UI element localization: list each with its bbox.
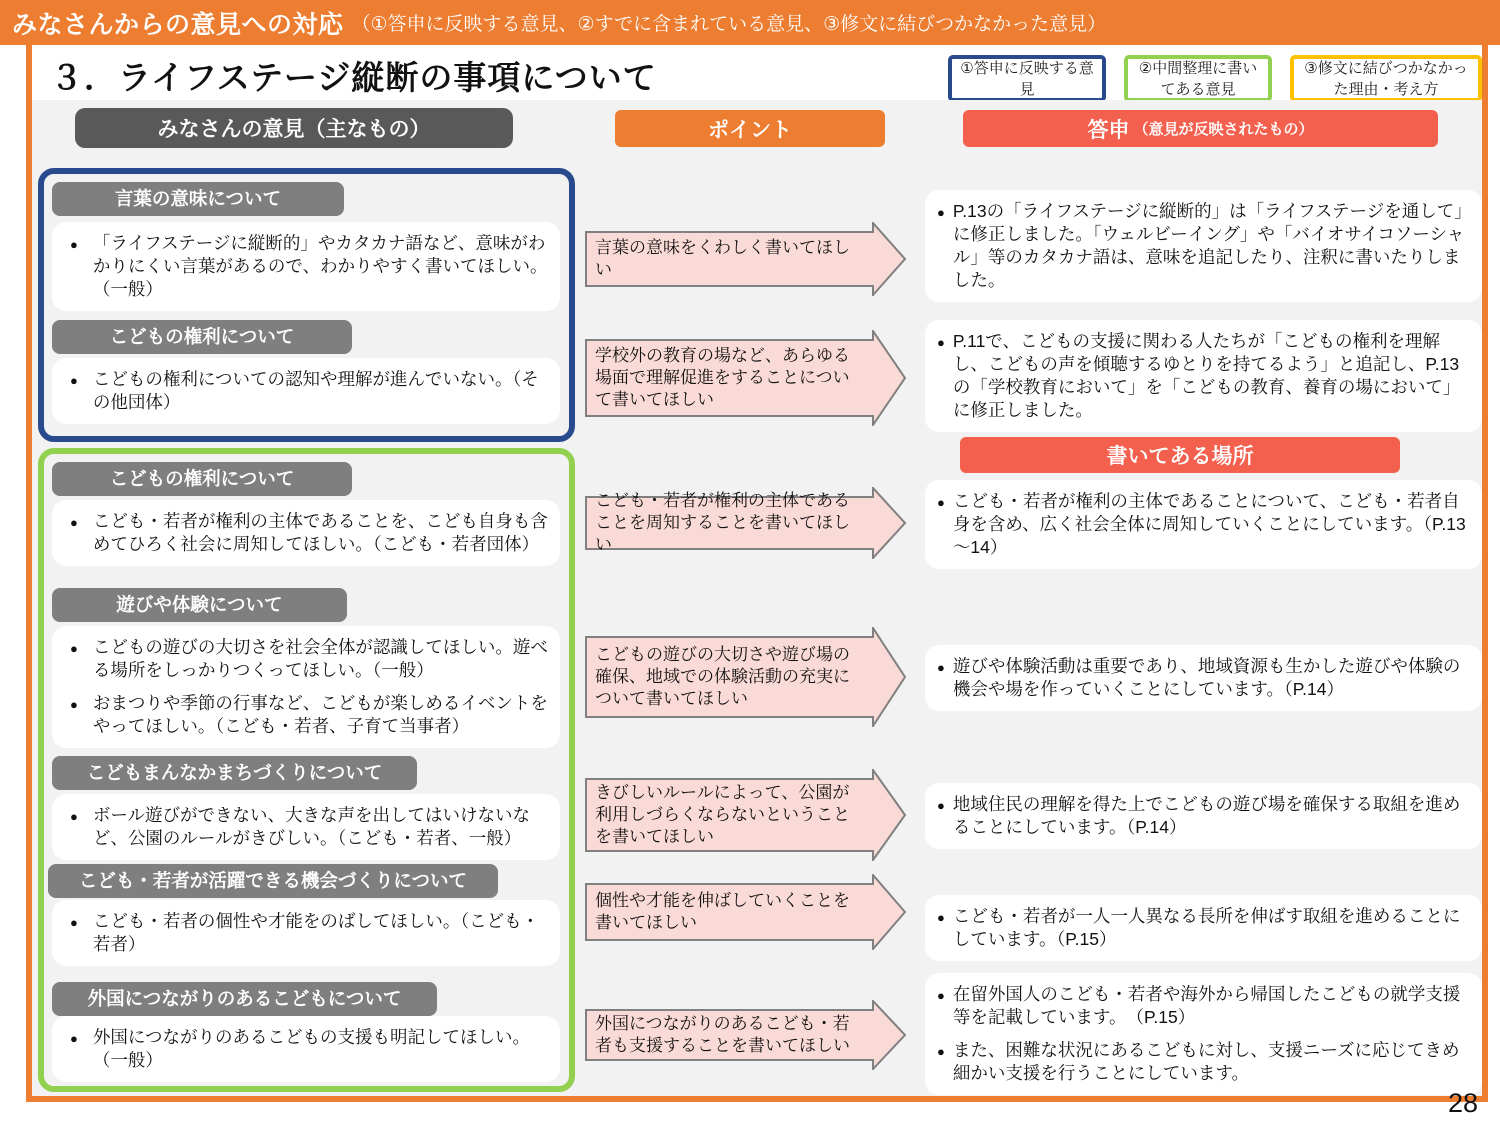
header-title: みなさんからの意見への対応	[12, 10, 344, 39]
opinion-box	[52, 794, 560, 860]
section-header: こどもの権利について	[52, 320, 352, 354]
answer-box	[925, 645, 1482, 711]
section-header: 外国につながりのあるこどもについて	[52, 982, 437, 1016]
point-arrow	[585, 1000, 907, 1070]
answer-header-note: （意見が反映されたもの）	[1133, 121, 1314, 138]
page-number: 28	[1448, 1088, 1479, 1118]
bullet-icon: ●	[937, 205, 945, 220]
point-text: 言葉の意味をくわしく書いてほしい	[595, 237, 850, 279]
legend-box-included	[1124, 55, 1272, 102]
bullet-icon: ●	[70, 515, 78, 530]
point-text: きびしいルールによって、公園が利用しづらくならないということを書いてほしい	[595, 782, 850, 847]
point-arrow	[585, 487, 907, 559]
bullet-icon: ●	[937, 798, 945, 813]
list-item	[937, 983, 1470, 1029]
section-header: こども・若者が活躍できる機会づくりについて	[48, 864, 498, 898]
section-header: こどもの権利について	[52, 462, 352, 496]
legend-label-reflected: ①答申に反映する意見	[960, 59, 1094, 98]
list-item	[70, 368, 548, 414]
opinion-box	[52, 222, 560, 311]
opinion-box	[52, 500, 560, 566]
bullet-icon: ●	[70, 641, 78, 656]
column-header-opinions: みなさんの意見（主なもの）	[75, 108, 513, 148]
answer-text: P.11で、こどもの支援に関わる人たちが「こどもの権利を理解し、こどもの声を傾聴するゆとりを持てるよう」と追記し、P.13の「学校教育において」を「こどもの教育、養育の場において」に修正しました。	[952, 331, 1461, 421]
list-item	[937, 655, 1470, 701]
answer-header-label: 答申	[1087, 118, 1130, 142]
point-arrow	[585, 222, 907, 296]
opinion-box	[52, 626, 560, 748]
answer-text: 遊びや体験活動は重要であり、地域資源も生かした遊びや体験の機会や場を作っていくことにしています。（P.14）	[952, 656, 1461, 700]
answer-box	[925, 973, 1482, 1095]
answer-box	[925, 480, 1482, 569]
opinion-text: こどもの権利についての認知や理解が進んでいない。（その他団体）	[92, 369, 539, 413]
bullet-icon: ●	[937, 495, 945, 510]
answer-text: 在留外国人のこども・若者や海外から帰国したこどもの就学支援等を記載しています。 （P.15）	[952, 984, 1461, 1028]
bullet-icon: ●	[70, 809, 78, 824]
point-arrow	[585, 769, 907, 861]
list-item	[937, 793, 1470, 839]
point-arrow	[585, 627, 907, 727]
answer-text: また、困難な状況にあるこどもに対し、支援ニーズに応じてきめ細かい支援を行うことにしています。	[952, 1040, 1460, 1084]
list-item	[70, 804, 548, 850]
answer-text: こども・若者が一人一人異なる長所を伸ばす取組を進めることにしています。（P.15）	[952, 906, 1461, 950]
opinion-text: こども・若者の個性や才能をのばしてほしい。（こども・若者）	[92, 911, 540, 955]
list-item	[70, 692, 548, 738]
frame-right	[1482, 45, 1488, 1102]
page-title: ３．ライフステージ縦断の事項について	[50, 59, 657, 96]
opinion-group-reflected	[38, 168, 575, 442]
opinion-text: こども・若者が権利の主体であることを、こども自身も含めてひろく社会に周知してほしい。（こども・若者団体）	[92, 511, 548, 555]
list-item	[70, 910, 548, 956]
bullet-icon: ●	[937, 1044, 945, 1060]
answer-box	[925, 895, 1482, 961]
bullet-icon: ●	[70, 373, 78, 388]
frame-bottom	[26, 1096, 1488, 1102]
header-subtitle: （①答申に反映する意見、②すでに含まれている意見、③修文に結びつかなかった意見）	[351, 14, 1107, 35]
point-text: 個性や才能を伸ばしていくことを書いてほしい	[595, 890, 850, 932]
column-header-points: ポイント	[615, 110, 885, 147]
bullet-icon: ●	[70, 697, 78, 713]
point-text: こどもの遊びの大切さや遊び場の確保、地域での体験活動の充実について書いてほしい	[595, 644, 850, 709]
bullet-icon: ●	[70, 915, 78, 930]
opinion-box	[52, 900, 560, 966]
answer-box	[925, 320, 1482, 432]
opinion-group-included	[38, 448, 575, 1092]
point-text: 学校外の教育の場など、あらゆる場面で理解促進をすることについて書いてほしい	[595, 345, 850, 410]
opinion-box	[52, 358, 560, 424]
answer-text: 地域住民の理解を得た上でこどもの遊び場を確保する取組を進めることにしています。（P.14）	[952, 794, 1461, 838]
list-item	[70, 510, 548, 556]
bullet-icon: ●	[70, 237, 78, 252]
point-text: こども・若者が権利の主体であることを周知することを書いてほしい	[595, 490, 850, 555]
opinion-text: 「ライフステージに縦断的」やカタカナ語など、意味がわかりにくい言葉があるので、わかりやすく書いてほしい。（一般）	[92, 233, 548, 300]
list-item	[937, 330, 1470, 422]
point-text: 外国につながりのあるこども・若者も支援することを書いてほしい	[595, 1013, 850, 1055]
list-item	[937, 490, 1470, 559]
opinion-text: こどもの遊びの大切さを社会全体が認識してほしい。遊べる場所をしっかりつくってほしい。（一般）	[92, 637, 548, 681]
list-item	[70, 232, 548, 301]
list-item	[70, 636, 548, 682]
legend-label-not-adopted: ③修文に結びつかなかった理由・考え方	[1304, 59, 1468, 98]
header-bar	[0, 0, 1500, 45]
legend-label-included: ②中間整理に書いてある意見	[1138, 59, 1258, 98]
bullet-icon: ●	[70, 1031, 78, 1046]
answer-text: こども・若者が権利の主体であることについて、こども・若者自身を含め、広く社会全体に周知していくことにしています。（P.13～14）	[952, 491, 1466, 558]
point-arrow	[585, 874, 907, 950]
legend-box-not-adopted	[1290, 55, 1482, 102]
opinion-text: おまつりや季節の行事など、こどもが楽しめるイベントをやってほしい。（こども・若者、子育て当事者）	[92, 693, 548, 737]
section-header: 遊びや体験について	[52, 588, 347, 622]
column-header-place: 書いてある場所	[960, 437, 1400, 473]
point-arrow	[585, 330, 907, 426]
opinion-text: ボール遊びができない、大きな声を出してはいけないなど、公園のルールがきびしい。（こども・若者、一般）	[92, 805, 531, 849]
bullet-icon: ●	[937, 335, 945, 350]
list-item	[937, 1039, 1470, 1085]
section-header: 言葉の意味について	[52, 182, 344, 216]
legend-box-reflected	[948, 55, 1106, 102]
column-header-answer	[963, 110, 1438, 147]
bullet-icon: ●	[937, 988, 945, 1003]
answer-box	[925, 783, 1482, 849]
bullet-icon: ●	[937, 660, 945, 675]
opinion-text: 外国につながりのあるこどもの支援も明記してほしい。（一般）	[92, 1027, 531, 1071]
opinion-box	[52, 1016, 560, 1082]
list-item	[70, 1026, 548, 1072]
answer-box	[925, 190, 1482, 302]
list-item	[937, 200, 1470, 292]
bullet-icon: ●	[937, 910, 945, 925]
section-header: こどもまんなかまちづくりについて	[52, 756, 417, 790]
answer-text: P.13の「ライフステージに縦断的」は「ライフステージを通して」に修正しました。「ウェルビーイング」や「バイオサイコソーシャル」等のカタカナ語は、意味を追記したり、注釈に書いたりしました。	[952, 201, 1465, 291]
list-item	[937, 905, 1470, 951]
